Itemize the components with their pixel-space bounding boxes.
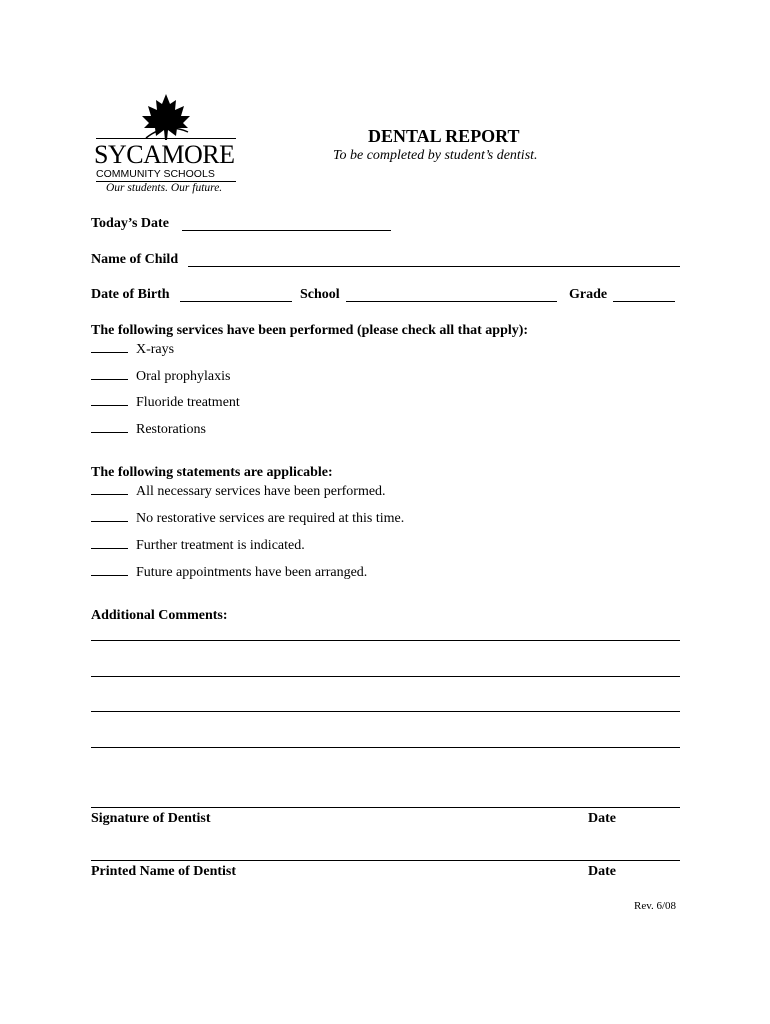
statement-label: Further treatment is indicated. <box>136 538 305 553</box>
comments-heading: Additional Comments: <box>91 608 228 623</box>
services-heading: The following services have been performed (please check all that apply): <box>91 323 529 338</box>
statement-label: No restorative services are required at this time. <box>136 511 405 526</box>
printed-name-line[interactable] <box>91 860 680 861</box>
printed-name-label: Printed Name of Dentist <box>91 864 237 879</box>
service-item <box>91 421 206 438</box>
school-input[interactable] <box>346 301 557 302</box>
service-check-blank[interactable] <box>91 394 128 406</box>
grade-label: Grade <box>569 287 608 302</box>
service-label: Oral prophylaxis <box>136 369 231 384</box>
signature-line[interactable] <box>91 807 680 808</box>
name-of-child-input[interactable] <box>188 266 680 267</box>
statement-check-blank[interactable] <box>91 483 128 495</box>
revision-note: Rev. 6/08 <box>634 900 677 912</box>
service-item <box>91 368 230 385</box>
service-label: X-rays <box>136 342 175 357</box>
signature-label: Signature of Dentist <box>91 811 211 826</box>
logo-rule-top <box>96 138 236 139</box>
todays-date-label: Today’s Date <box>91 216 169 231</box>
sycamore-logo <box>94 92 242 202</box>
statement-check-blank[interactable] <box>91 537 128 549</box>
comment-line[interactable] <box>91 747 680 748</box>
statement-check-blank[interactable] <box>91 564 128 576</box>
statement-item <box>91 483 386 500</box>
todays-date-input[interactable] <box>182 230 391 231</box>
date-of-birth-input[interactable] <box>180 301 292 302</box>
page-subtitle: To be completed by student’s dentist. <box>333 148 538 163</box>
service-check-blank[interactable] <box>91 421 128 433</box>
comment-line[interactable] <box>91 676 680 677</box>
statement-item <box>91 537 305 554</box>
todays-date-field <box>91 216 169 232</box>
service-label: Restorations <box>136 422 206 437</box>
school-label: School <box>300 287 340 302</box>
grade-input[interactable] <box>613 301 675 302</box>
statement-check-blank[interactable] <box>91 510 128 522</box>
logo-tagline: Our students. Our future. <box>106 182 223 194</box>
logo-subtitle: COMMUNITY SCHOOLS <box>96 168 215 180</box>
statement-label: All necessary services have been performed. <box>136 484 386 499</box>
service-item <box>91 341 174 358</box>
statement-label: Future appointments have been arranged. <box>136 565 368 580</box>
printed-date-label: Date <box>588 864 616 879</box>
name-of-child-label: Name of Child <box>91 252 179 267</box>
logo-name: SYCAMORE <box>94 140 235 169</box>
comment-line[interactable] <box>91 640 680 641</box>
signature-date-label: Date <box>588 811 616 826</box>
statement-item <box>91 510 404 527</box>
service-label: Fluoride treatment <box>136 395 240 410</box>
comment-line[interactable] <box>91 711 680 712</box>
service-check-blank[interactable] <box>91 341 128 353</box>
maple-leaf-icon <box>136 92 196 142</box>
page-title: DENTAL REPORT <box>368 126 520 146</box>
statement-item <box>91 564 367 581</box>
service-item <box>91 394 240 411</box>
date-of-birth-label: Date of Birth <box>91 287 170 302</box>
statements-heading: The following statements are applicable: <box>91 465 333 480</box>
service-check-blank[interactable] <box>91 368 128 380</box>
